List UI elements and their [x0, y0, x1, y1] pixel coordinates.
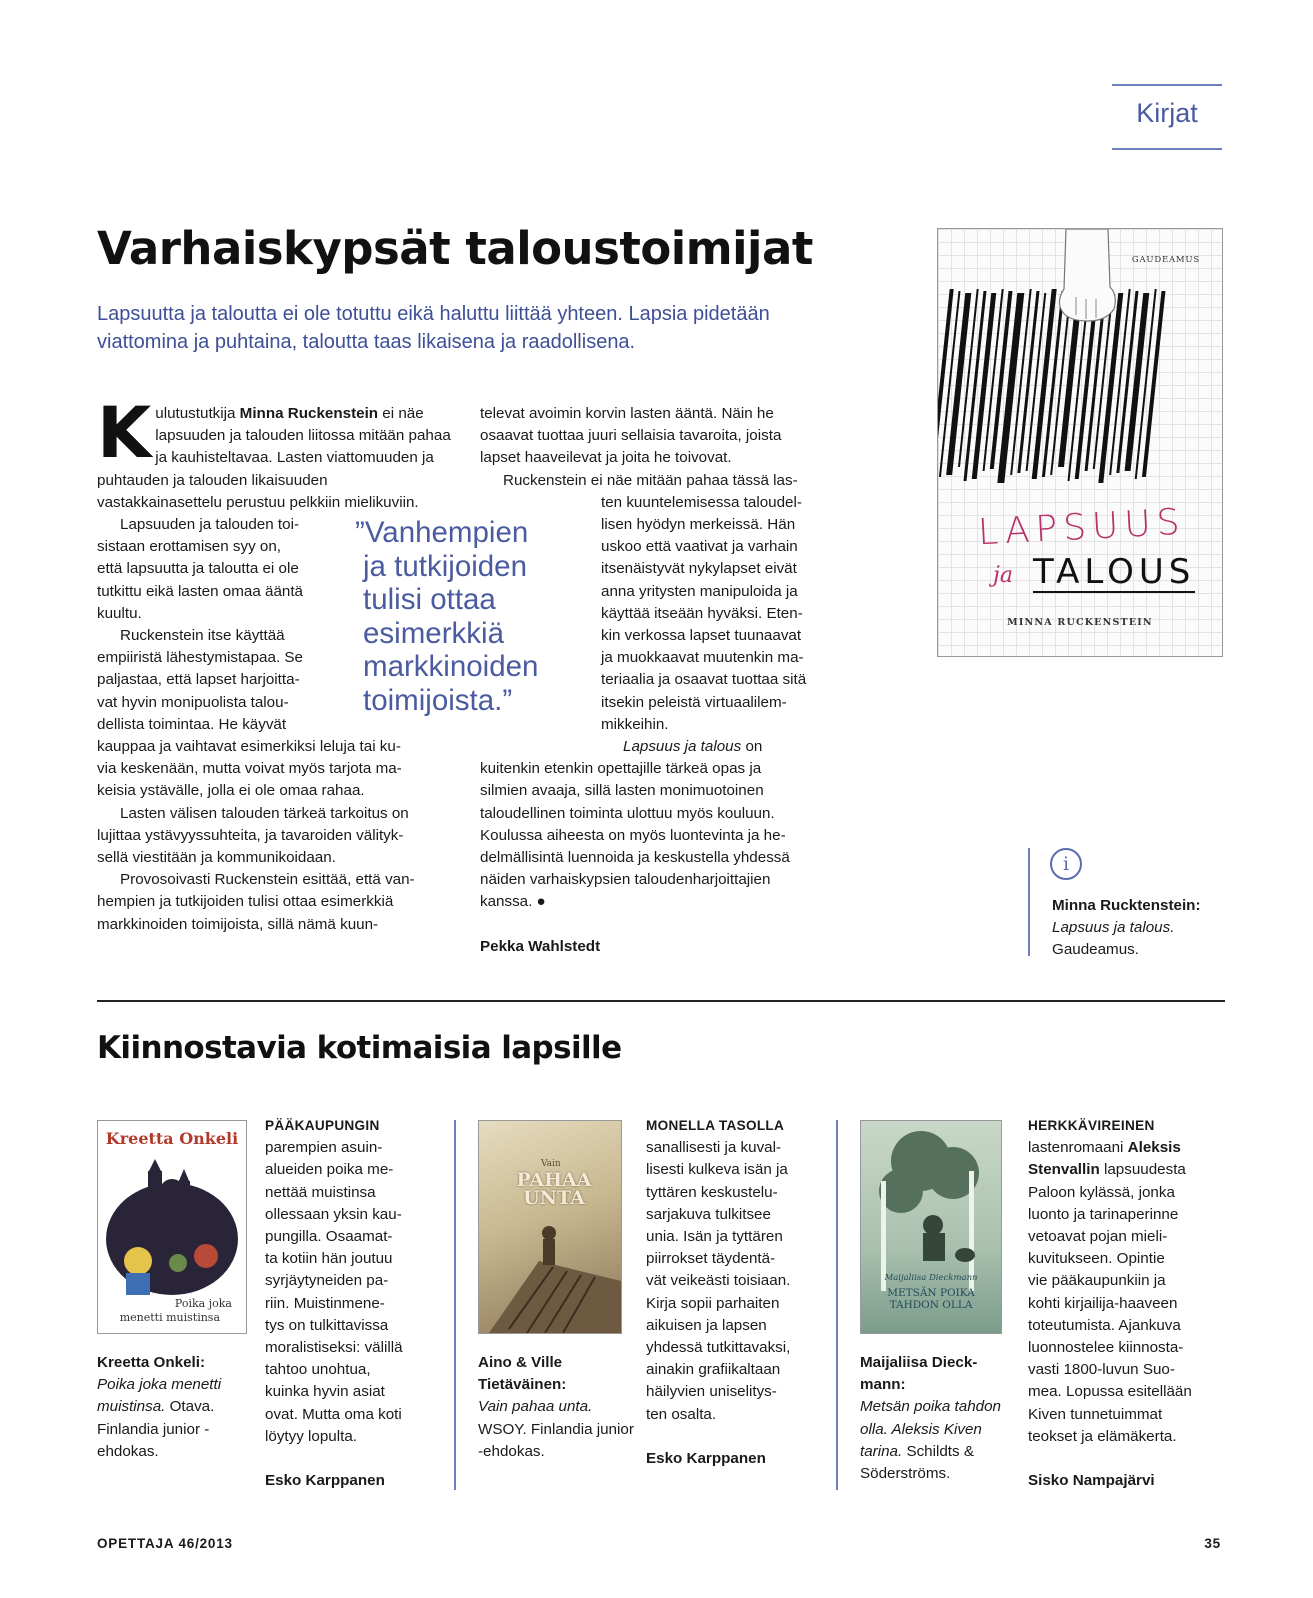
item1-caption	[97, 1352, 247, 1463]
text-line: kohti kirjailija-haaveen	[1028, 1294, 1178, 1312]
info-box	[1052, 895, 1232, 962]
footer-page-number: 35	[1204, 1536, 1221, 1551]
text-line: lapset haaveilevat ja joita he toivovat.	[480, 449, 732, 467]
col2-paragraph-3	[480, 758, 850, 913]
text-line: dellista toimintaa. He käyvät	[97, 715, 287, 733]
cover1-title: Kreetta Onkeli	[105, 1129, 239, 1148]
text-line: kanssa. ●	[480, 893, 546, 911]
cover-author: MINNA RUCKENSTEIN	[1007, 617, 1153, 628]
book-cover-poika-joka	[97, 1120, 247, 1334]
text-line: kauppaa ja vaihtavat esimerkiksi leluja tai ku-	[97, 738, 401, 756]
text-line: tys on tulkittavissa	[265, 1316, 389, 1334]
dropcap: K	[97, 392, 152, 474]
item1-review-text	[265, 1137, 435, 1448]
article-column-2	[480, 403, 850, 958]
text-line: unia. Isän ja tyttären	[646, 1228, 783, 1246]
text-line: riin. Muistinmene-	[265, 1294, 385, 1312]
text-line: tahtoo unohtua,	[265, 1361, 371, 1379]
text-line: että lapsuutta ja taloutta ei ole	[97, 560, 299, 578]
item2-review	[646, 1115, 821, 1470]
text-line: nettää muistinsa	[265, 1183, 376, 1201]
text-line: pungilla. Osaamat-	[265, 1228, 393, 1246]
article-byline: Pekka Wahlstedt	[480, 937, 601, 955]
item2-review-title: MONELLA TASOLLA	[646, 1118, 785, 1133]
section2-headline: Kiinnostavia kotimaisia lapsille	[97, 1030, 622, 1066]
cover1-illustration	[98, 1151, 246, 1301]
book-cover-metsan-poika	[860, 1120, 1002, 1334]
paragraph-4	[97, 803, 453, 870]
text-line: alueiden poika me-	[265, 1161, 394, 1179]
text-line: via keskenään, mutta voivat myös tarjota ma-	[97, 760, 402, 778]
info-icon: i	[1050, 848, 1082, 880]
item3-review-intro	[1028, 1137, 1228, 1181]
cover-title-line1: LAPSUUS	[977, 501, 1187, 554]
text-line: markkinoiden	[363, 650, 539, 684]
text-line: Lapsuuden ja talouden toi-	[120, 516, 300, 534]
item3-review	[1028, 1115, 1228, 1492]
item1-review	[265, 1115, 435, 1492]
text-line: lisen hyödyn merkeissä. Hän	[601, 516, 796, 534]
cover-title-line2: TALOUS	[1033, 552, 1196, 592]
text-line: mikkeihin.	[601, 715, 669, 733]
item3-review-text	[1028, 1182, 1228, 1448]
text-line: uskoo että vaativat ja varhain	[601, 538, 798, 556]
text-line: paljastaa, että lapset harjoitta-	[97, 671, 300, 689]
item1-review-title: PÄÄKAUPUNGIN	[265, 1118, 380, 1133]
text-line: kin verkossa lapset tuunaavat	[601, 627, 802, 645]
text-line: teriaalia ja osaavat tuottaa sitä	[601, 671, 807, 689]
text-line: markkinoiden toimijoista, sillä nämä kuun-	[97, 915, 379, 933]
text-line: moralistiseksi: välillä	[265, 1339, 403, 1357]
text-line: anna yritysten manipuloida ja	[601, 582, 798, 600]
text-line: luonnostelee kiinnosta-	[1028, 1339, 1184, 1357]
item3-after: lapsuudesta	[1099, 1161, 1186, 1179]
text-line: ja tutkijoiden	[363, 549, 527, 583]
book-cover-pahaa-unta	[478, 1120, 622, 1334]
item2-caption-rest: WSOY. Finlandia junior -ehdokas.	[478, 1420, 634, 1460]
text-line: ten osalta.	[646, 1405, 717, 1423]
text-line: toteutumista. Ajankuva	[1028, 1316, 1181, 1334]
item2-caption-author: Aino & Ville Tietäväinen:	[478, 1354, 567, 1394]
text-line: parempien asuin-	[265, 1139, 383, 1157]
text-line: sistaan erottamisen syy on,	[97, 538, 282, 556]
text-line: ”Vanhempien	[355, 516, 529, 549]
col2-paragraph-2-first: Ruckenstein ei näe mitään pahaa tässä las-	[503, 471, 798, 489]
cover1-subtitle-1: Poika joka	[174, 1297, 232, 1310]
text-line: tutkittu eikä lasten omaa ääntä	[97, 582, 304, 600]
text-line: osaavat tuottaa juuri sellaisia tavaroita, joista	[480, 427, 782, 445]
text-line: Provosoivasti Ruckenstein esittää, että van-	[120, 871, 415, 889]
text-line: syrjäytyneiden pa-	[265, 1272, 389, 1290]
text-line: ta kotiin hän joutuu	[265, 1250, 393, 1268]
cover-title-ja: ja	[993, 563, 1013, 588]
text-line: vat hyvin monipuolista talou-	[97, 693, 289, 711]
text-line: itsenäistyvät nykylapset eivät	[601, 560, 797, 578]
text-line: teokset ja elämäkerta.	[1028, 1427, 1177, 1445]
text-line: vasti 1800-luvun Suo-	[1028, 1361, 1175, 1379]
text-line: näiden varhaiskypsien taloudenharjoittajien	[480, 871, 771, 889]
col2-paragraph-1	[480, 403, 850, 470]
text-line: tyttären keskustelu-	[646, 1183, 778, 1201]
col2-paragraph-3-first	[480, 736, 850, 758]
item3-caption-rest: Schildts & Söderströms.	[860, 1442, 974, 1483]
text-line: ja muokkaavat muutenkin ma-	[601, 649, 804, 667]
p1-text-a: ulutustutkija	[155, 405, 240, 422]
info-title: Lapsuus ja talous.	[1052, 919, 1175, 937]
book-title-inline: Lapsuus ja talous	[623, 738, 742, 756]
text-line: Kiven tunnetuimmat	[1028, 1405, 1163, 1423]
text-line: lujittaa ystävyyssuhteita, ja tavaroiden välityk-	[97, 826, 404, 844]
p1-text-b: ei näe lapsuuden ja talouden liitossa mitään pahaa ja kauhisteltavaa. Lasten viattomuuden ja puhtauden ja talouden likaisuuden vastakkainasettelu perustuu pelkkiin mielikuviin.	[97, 405, 451, 511]
column-divider-2	[836, 1120, 838, 1490]
text-line: vät veikeästi toisiaan.	[646, 1272, 791, 1290]
cover2-illustration	[479, 1211, 621, 1333]
header-rule-bottom	[1112, 148, 1222, 150]
item3-intro: lastenromaani	[1028, 1139, 1128, 1157]
section-tag: Kirjat	[1136, 98, 1198, 128]
item1-caption-author: Kreetta Onkeli:	[97, 1354, 206, 1371]
text-line: vie pääkaupunkiin ja	[1028, 1272, 1166, 1290]
item1-byline: Esko Karppanen	[265, 1472, 385, 1490]
text-line: empiiristä lähestymistapaa. Se	[97, 649, 303, 667]
item3-byline: Sisko Nampajärvi	[1028, 1472, 1155, 1490]
p1-name: Minna Ruckenstein	[239, 405, 379, 422]
item3-caption-title: Metsän poika tahdon olla. Aleksis Kiven tarina.	[860, 1398, 1002, 1460]
text-line: ainakin grafiikaltaan	[646, 1361, 781, 1379]
text-line: ovat. Mutta oma koti	[265, 1405, 402, 1423]
text-line: delmällisintä luennoida ja keskustella yhdessä	[480, 849, 790, 867]
text-line: toimijoista.”	[363, 683, 513, 717]
text-line: yhdessä tutkittavaksi,	[646, 1339, 791, 1357]
section-divider	[97, 1000, 1225, 1002]
item2-caption	[478, 1352, 638, 1463]
text-line: sanallisesti ja kuval-	[646, 1139, 782, 1157]
item1-caption-rest: Otava. Finlandia junior -ehdokas.	[97, 1398, 215, 1460]
col2-p3-after: on	[741, 738, 763, 756]
cover2-title: PAHAA UNTA	[516, 1169, 592, 1209]
text-line: ollessaan yksin kau-	[265, 1205, 402, 1223]
text-line: hempien ja tutkijoiden tulisi ottaa esimerkkiä	[97, 893, 394, 911]
item2-caption-title: Vain pahaa unta.	[478, 1398, 593, 1416]
item1-caption-title: Poika joka menetti muistinsa.	[97, 1376, 222, 1416]
text-line: Ruckenstein itse käyttää	[120, 627, 285, 645]
text-line: kuvitukseen. Opintie	[1028, 1250, 1165, 1268]
cover1-subtitle-2: menetti muistinsa	[119, 1311, 220, 1324]
text-line: kuultu.	[97, 604, 142, 622]
info-box-rule	[1028, 848, 1030, 956]
text-line: löytyy lopulta.	[265, 1427, 358, 1445]
text-line: aikuisen ja lapsen	[646, 1316, 767, 1334]
column-divider-1	[454, 1120, 456, 1490]
text-line: häilyvien uniselitys-	[646, 1383, 777, 1401]
item3-name: Aleksis Stenvallin	[1028, 1139, 1181, 1179]
info-publisher: Gaudeamus.	[1052, 941, 1139, 959]
book-cover-lapsuus-ja-talous	[937, 228, 1223, 657]
text-line: televat avoimin korvin lasten ääntä. Näin he	[480, 405, 774, 422]
text-line: kuinka hyvin asiat	[265, 1383, 385, 1401]
article-headline: Varhaiskypsät taloustoimijat	[97, 222, 813, 275]
text-line: esimerkkiä	[363, 616, 504, 650]
text-line: keisia ystävälle, jolla ei ole omaa rahaa.	[97, 782, 365, 800]
cover-publisher: GAUDEAMUS	[1131, 255, 1200, 265]
hand-shape	[1059, 229, 1115, 321]
text-line: itsekin peleistä virtuaalilem-	[601, 693, 787, 711]
text-line: kuitenkin etenkin opettajille tärkeä opas ja	[480, 760, 762, 778]
text-line: ten kuuntelemisessa taloudel-	[601, 493, 802, 511]
cover3-author: Maijaliisa Dieckmann	[884, 1273, 978, 1283]
footer-publication: OPETTAJA 46/2013	[97, 1536, 233, 1551]
text-line: piirrokset täydentä-	[646, 1250, 776, 1268]
header-rule-top	[1112, 84, 1222, 86]
item3-review-title: HERKKÄVIREINEN	[1028, 1118, 1155, 1133]
article-lead: Lapsuutta ja taloutta ei ole totuttu eikä haluttu liittää yhteen. Lapsia pidetään viattomina ja puhtaina, taloutta taas likaisena ja raadollisena.	[97, 303, 770, 353]
cover2-small: Vain	[541, 1159, 561, 1169]
text-line: taloudellinen toiminta ulottuu myös kouluun.	[480, 804, 775, 822]
text-line: sarjakuva tulkitsee	[646, 1205, 771, 1223]
col2-paragraph-2	[480, 492, 850, 736]
text-line: silmien avaaja, sillä lasten monimuotoinen	[480, 782, 764, 800]
text-line: luonto ja tarinaperinne	[1028, 1205, 1179, 1223]
item2-byline: Esko Karppanen	[646, 1449, 766, 1467]
cover3-title: METSÄN POIKA TAHDON OLLA	[887, 1287, 975, 1311]
paragraph-1	[97, 392, 453, 514]
text-line: Kirja sopii parhaiten	[646, 1294, 780, 1312]
paragraph-5	[97, 869, 453, 936]
text-line: Lasten välisen talouden tärkeä tarkoitus on	[120, 804, 409, 822]
item3-caption-author: Maijaliisa Dieck-mann:	[860, 1354, 978, 1394]
item2-review-text	[646, 1137, 821, 1426]
text-line: mea. Lopussa esitellään	[1028, 1383, 1192, 1401]
text-line: vetoavat pojan mieli-	[1028, 1228, 1168, 1246]
info-author: Minna Rucktenstein:	[1052, 897, 1201, 914]
item3-caption	[860, 1352, 1020, 1485]
text-line: Koulussa aiheesta on myös luontevinta ja he-	[480, 826, 786, 844]
text-line: lisesti kulkeva isän ja	[646, 1161, 788, 1179]
text-line: sellä viestitään ja kommunikoidaan.	[97, 849, 336, 867]
text-line: käyttää itseään hyväksi. Eten-	[601, 604, 803, 622]
text-line: tulisi ottaa	[363, 583, 496, 617]
text-line: Paloon kylässä, jonka	[1028, 1183, 1175, 1201]
